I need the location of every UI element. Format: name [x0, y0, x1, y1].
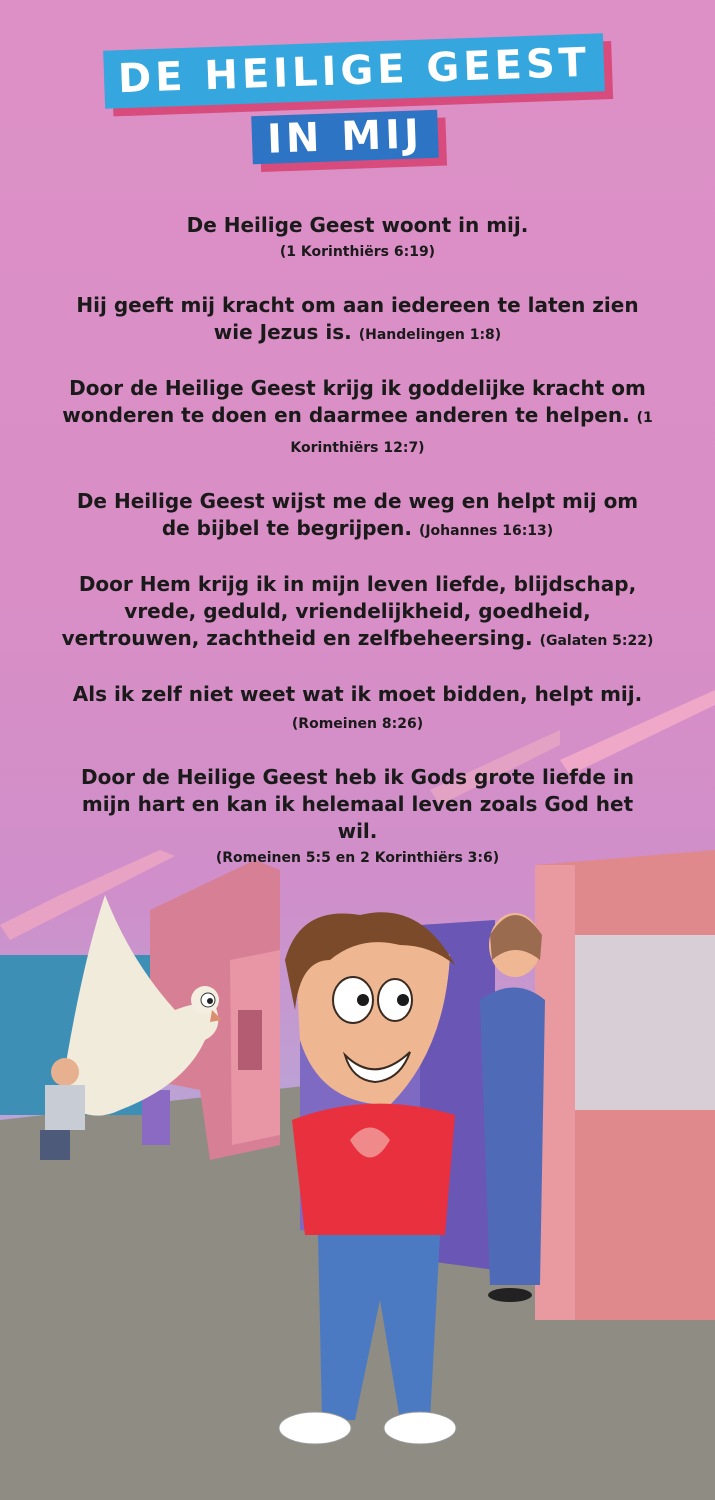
verse-text: De Heilige Geest woont in mij.: [186, 213, 529, 237]
verse-reference: (Handelingen 1:8): [358, 327, 502, 343]
verse-text: Door de Heilige Geest heb ik Gods grote liefde in mijn hart en kan ik helemaal leven zoals God het wil.: [81, 765, 634, 843]
verse-item: [60, 764, 655, 872]
title-banner-line2: IN MIJ: [251, 110, 439, 164]
verse-text: Door Hem krijg ik in mijn leven liefde, blijdschap, vrede, geduld, vriendelijkheid, goedheid, vertrouwen, zachtheid en zelfbeheersing.: [61, 572, 637, 650]
verse-reference: (Romeinen 8:26): [291, 716, 424, 732]
verse-text: Hij geeft mij kracht om aan iedereen te laten zien wie Jezus is.: [76, 293, 639, 344]
verse-reference: (Johannes 16:13): [418, 523, 554, 539]
verse-item: [60, 488, 655, 545]
verse-item: [60, 571, 655, 655]
verse-item: [60, 681, 655, 738]
verse-item: [60, 375, 655, 462]
verse-reference: (Galaten 5:22): [539, 633, 654, 649]
verse-reference: (Romeinen 5:5 en 2 Korinthiërs 3:6): [215, 850, 500, 866]
verse-text: Door de Heilige Geest krijg ik goddelijke kracht om wonderen te doen en daarmee anderen te helpen.: [62, 376, 646, 427]
verse-reference: (1 Korinthiërs 6:19): [279, 244, 436, 260]
verse-item: [60, 292, 655, 349]
verse-list: [60, 212, 655, 898]
verse-item: [60, 212, 655, 266]
verse-text: De Heilige Geest wijst me de weg en helpt mij om de bijbel te begrijpen.: [76, 489, 639, 540]
title-banner-line1: DE HEILIGE GEEST: [103, 33, 605, 108]
verse-text: Als ik zelf niet weet wat ik moet bidden, helpt mij.: [72, 682, 643, 706]
verse-reference: (1 Korinthiërs 12:7): [290, 410, 653, 456]
